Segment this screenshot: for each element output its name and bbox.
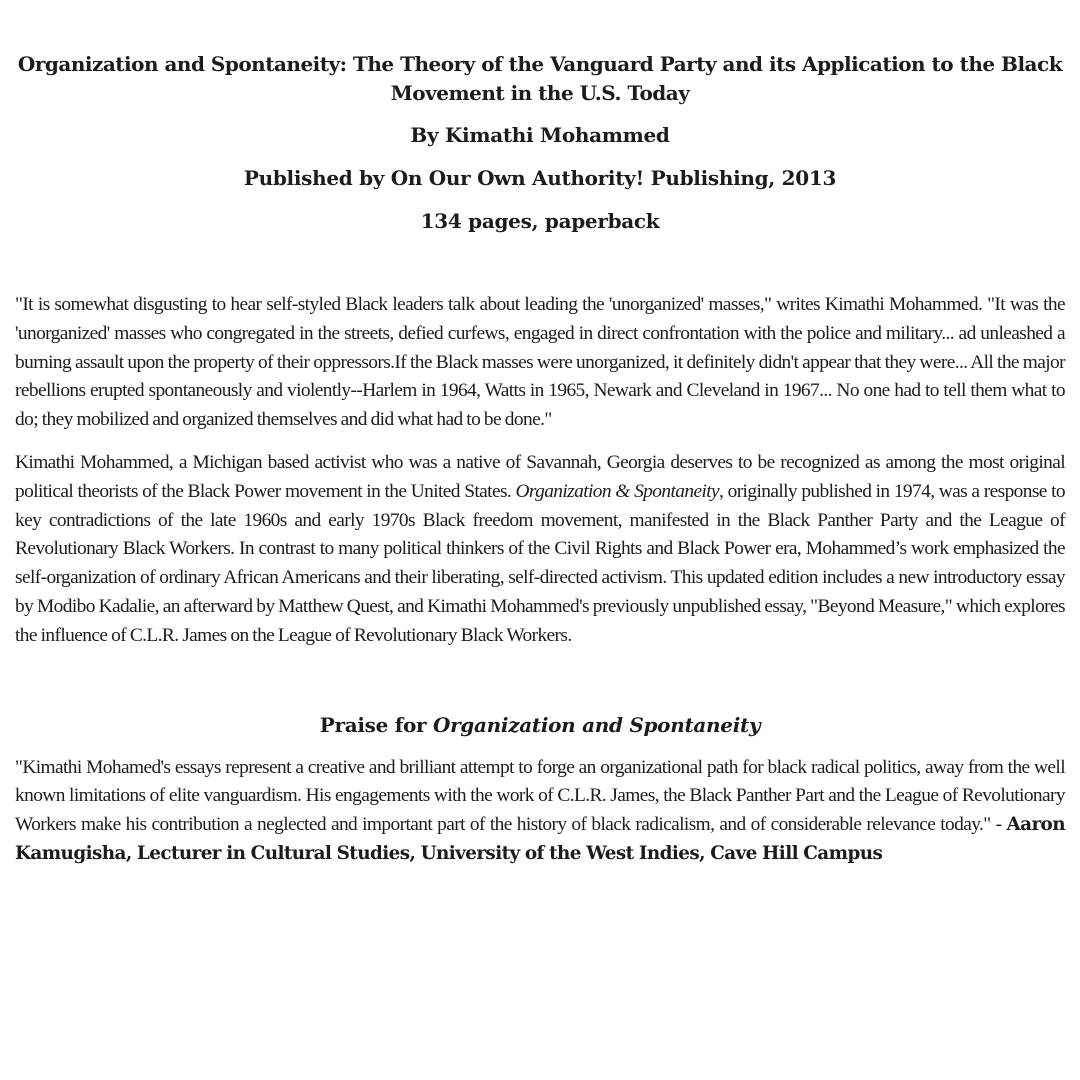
praise-heading bbox=[15, 711, 1065, 740]
page-count: 134 pages, paperback bbox=[420, 209, 660, 233]
praise-quote: "Kimathi Mohamed's essays represent a creative and brilliant attempt to forge an organizational path for black radical politics, away from the well known limitations of elite vanguardism. His engagements with the work of C.L.R. James, the Black Panther Part and the League of Revolutionary Workers make his contribution a neglected and important part of the history of black radicalism, and of considerable relevance today." - bbox=[15, 756, 1065, 836]
quote-paragraph: "It is somewhat disgusting to hear self-styled Black leaders talk about leading the 'unorganized' masses," writes Kimathi Mohammed. "It was the 'unorganized' masses who congregated in the streets, defied curfews, engaged in direct confrontation with the police and military... ad unleashed a burning assault upon the property of their oppressors.If the Black masses were unorganized, it definitely didn't appear that they were... All the major rebellions erupted spontaneously and violently--Harlem in 1964, Watts in 1965, Newark and Cleveland in 1967... No one had to tell them what to do; they mobilized and organized themselves and did what had to be done." bbox=[15, 294, 1065, 431]
praise-quote-paragraph bbox=[15, 754, 1065, 869]
about-book-title: Organization & Spontaneity bbox=[515, 480, 720, 502]
about-intro: Kimathi Mohammed, a Michigan based activist who was a native of Savannah, Georgia deserves to be recognized as among the most original political theorists of the Black Power movement in the United States. bbox=[15, 451, 1065, 502]
about-rest: , originally published in 1974, was a response to key contradictions of the late 1960s and early 1970s Black freedom movement, manifested in the Black Panther Party and the League of Revolutionary Black Workers. In contrast to many political thinkers of the Civil Rights and Black Power era, Mohammed’s work emphasized the self-organization of ordinary African Americans and their liberating, self-directed activism. This updated edition includes a new introductory essay by Modibo Kadalie, an afterward by Matthew Quest, and Kimathi Mohammed's previously unpublished essay, "Beyond Measure," which explores the influence of C.L.R. James on the League of Revolutionary Black Workers. bbox=[15, 480, 1065, 646]
praise-attribution: Aaron Kamugisha, Lecturer in Cultural Studies, University of the West Indies, Cave Hill Campus bbox=[15, 814, 1065, 864]
about-paragraph bbox=[15, 449, 1065, 651]
author-byline: By Kimathi Mohammed bbox=[410, 123, 670, 147]
praise-heading-prefix: Praise for bbox=[319, 712, 433, 737]
publisher-line: Published by On Our Own Authority! Publishing, 2013 bbox=[243, 166, 837, 190]
praise-heading-title: Organization and Spontaneity bbox=[432, 712, 761, 737]
book-title: Organization and Spontaneity: The Theory of the Vanguard Party and its Application to the Black Movement in the U.S. Today bbox=[17, 52, 1063, 105]
book-description-page bbox=[15, 50, 1065, 869]
